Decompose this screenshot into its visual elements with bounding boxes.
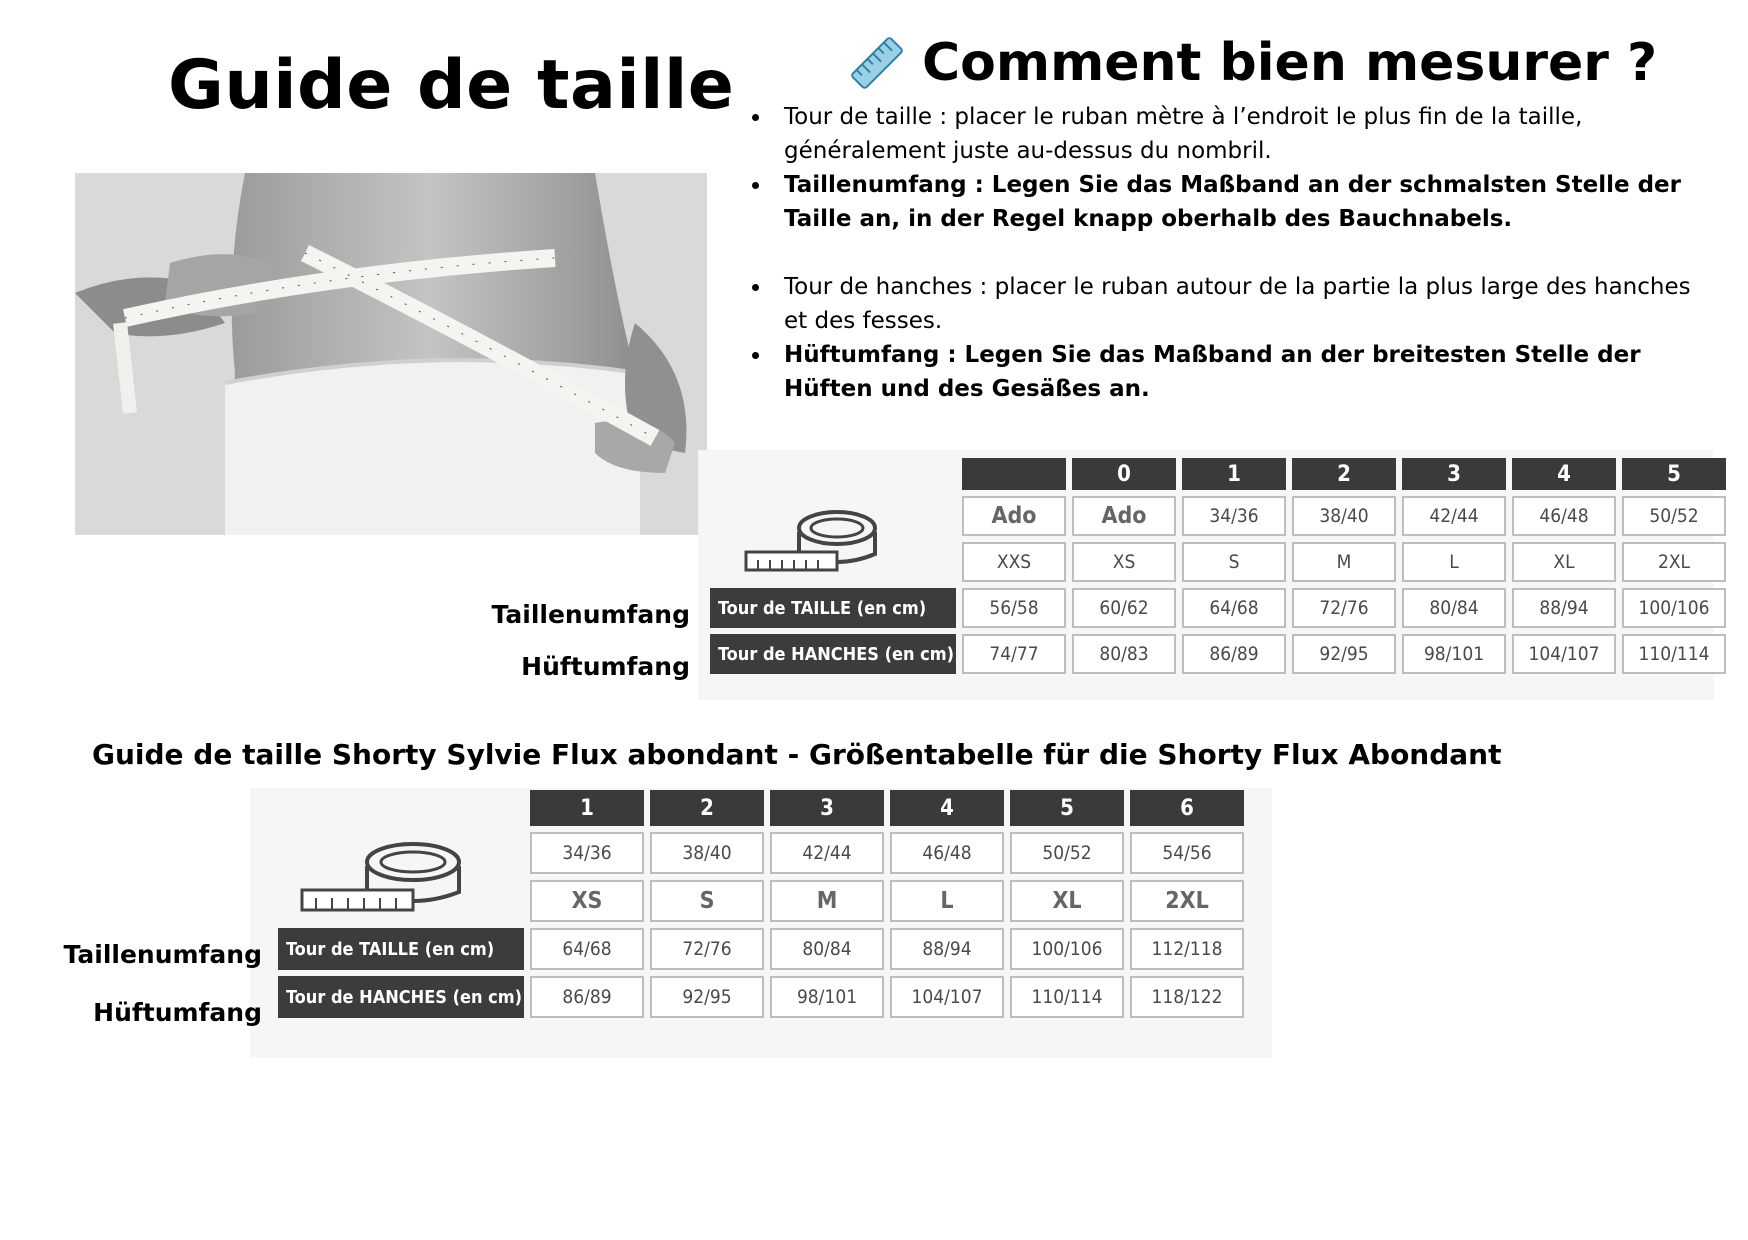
table-cell: 110/114 <box>1010 976 1124 1018</box>
table-header-cell: 2 <box>1292 458 1396 490</box>
table-cell: 104/107 <box>890 976 1004 1018</box>
table-cell: 50/52 <box>1622 496 1726 536</box>
table-cell: 88/94 <box>1512 588 1616 628</box>
table-header-cell: 2 <box>650 790 764 826</box>
hips-row-label-2: Tour de HANCHES (en cm) <box>278 976 524 1018</box>
table-header-cell: 1 <box>530 790 644 826</box>
measure-heading <box>846 32 1657 94</box>
size-chart-1 <box>704 452 1732 680</box>
waist-label-de-2: Taillenumfang <box>63 940 262 969</box>
table-cell: 72/76 <box>650 928 764 970</box>
table-cell: Ado <box>962 496 1066 536</box>
table-cell: 98/101 <box>1402 634 1506 674</box>
measure-heading-text: Comment bien mesurer ? <box>922 33 1658 93</box>
instruction-waist-fr: Tour de taille : placer le ruban mètre à l’endroit le plus fin de la taille, généralement juste au-dessus du nombril. <box>752 100 1712 168</box>
table-row <box>278 928 1244 970</box>
table-header-cell: 3 <box>770 790 884 826</box>
table-cell: 38/40 <box>1292 496 1396 536</box>
table-cell: 34/36 <box>1182 496 1286 536</box>
waist-row-label: Tour de TAILLE (en cm) <box>710 588 956 628</box>
table-row <box>710 588 1726 628</box>
table-cell: Ado <box>1072 496 1176 536</box>
table-header-cell <box>962 458 1066 490</box>
table-cell: 54/56 <box>1130 832 1244 874</box>
table-cell: 80/84 <box>1402 588 1506 628</box>
table-cell: 112/118 <box>1130 928 1244 970</box>
waist-label-de: Taillenumfang <box>491 600 690 629</box>
hips-label-de: Hüftumfang <box>521 652 690 681</box>
hips-row-label: Tour de HANCHES (en cm) <box>710 634 956 674</box>
table-cell: L <box>1402 542 1506 582</box>
table-cell: 42/44 <box>1402 496 1506 536</box>
table-cell: 60/62 <box>1072 588 1176 628</box>
table-row <box>278 790 1244 826</box>
table-row <box>278 880 1244 922</box>
table-cell: 104/107 <box>1512 634 1616 674</box>
table-cell: M <box>770 880 884 922</box>
table-cell: 50/52 <box>1010 832 1124 874</box>
instruction-waist-de: Taillenumfang : Legen Sie das Maßband an der schmalsten Stelle der Taille an, in der Regel knapp oberhalb des Bauchnabels. <box>752 168 1712 236</box>
table-cell: XXS <box>962 542 1066 582</box>
table-row <box>710 542 1726 582</box>
table-cell: 74/77 <box>962 634 1066 674</box>
table-corner <box>278 790 524 826</box>
table-cell: 46/48 <box>1512 496 1616 536</box>
table-cell: 64/68 <box>1182 588 1286 628</box>
table-cell: 92/95 <box>650 976 764 1018</box>
table-cell: 86/89 <box>530 976 644 1018</box>
table-row <box>710 496 1726 536</box>
table-cell: 56/58 <box>962 588 1066 628</box>
waist-photo-illustration <box>75 173 707 535</box>
table-cell: 2XL <box>1130 880 1244 922</box>
table-row <box>710 458 1726 490</box>
table-header-cell: 5 <box>1622 458 1726 490</box>
waist-measuring-photo <box>75 173 707 535</box>
table-row <box>278 832 1244 874</box>
table-cell: S <box>650 880 764 922</box>
hips-label-de-2: Hüftumfang <box>93 998 262 1027</box>
table-cell: XL <box>1512 542 1616 582</box>
table-cell: M <box>1292 542 1396 582</box>
table-cell: 64/68 <box>530 928 644 970</box>
table-row <box>278 976 1244 1018</box>
table-cell: 98/101 <box>770 976 884 1018</box>
instruction-hips-fr: Tour de hanches : placer le ruban autour de la partie la plus large des hanches et des fesses. <box>752 270 1712 338</box>
table-header-cell: 4 <box>890 790 1004 826</box>
ruler-icon <box>846 32 908 94</box>
table-cell: S <box>1182 542 1286 582</box>
table-header-cell: 3 <box>1402 458 1506 490</box>
instruction-hips-de: Hüftumfang : Legen Sie das Maßband an der breitesten Stelle der Hüften und des Gesäßes an. <box>752 338 1712 406</box>
table-cell: XS <box>1072 542 1176 582</box>
table-header-cell: 5 <box>1010 790 1124 826</box>
table-cell: 38/40 <box>650 832 764 874</box>
table-cell: XS <box>530 880 644 922</box>
table-cell: 42/44 <box>770 832 884 874</box>
table-cell: 92/95 <box>1292 634 1396 674</box>
shorty-section-title: Guide de taille Shorty Sylvie Flux abondant - Größentabelle für die Shorty Flux Abondant <box>92 738 1502 771</box>
table-corner <box>710 458 956 490</box>
table-cell: L <box>890 880 1004 922</box>
table-cell: 118/122 <box>1130 976 1244 1018</box>
table-cell: 100/106 <box>1622 588 1726 628</box>
table-cell: 110/114 <box>1622 634 1726 674</box>
table-cell: 100/106 <box>1010 928 1124 970</box>
table-cell: 2XL <box>1622 542 1726 582</box>
table-cell: 80/84 <box>770 928 884 970</box>
page-title: Guide de taille <box>168 46 735 125</box>
table-row <box>710 634 1726 674</box>
table-header-cell: 6 <box>1130 790 1244 826</box>
instructions-list <box>752 100 1712 406</box>
table-cell: 34/36 <box>530 832 644 874</box>
table-cell: 88/94 <box>890 928 1004 970</box>
table-cell: 80/83 <box>1072 634 1176 674</box>
table-header-cell: 0 <box>1072 458 1176 490</box>
table-header-cell: 4 <box>1512 458 1616 490</box>
table-cell: 86/89 <box>1182 634 1286 674</box>
size-chart-2 <box>272 784 1250 1024</box>
table-cell: 46/48 <box>890 832 1004 874</box>
table-cell: XL <box>1010 880 1124 922</box>
table-cell: 72/76 <box>1292 588 1396 628</box>
table-header-cell: 1 <box>1182 458 1286 490</box>
waist-row-label-2: Tour de TAILLE (en cm) <box>278 928 524 970</box>
